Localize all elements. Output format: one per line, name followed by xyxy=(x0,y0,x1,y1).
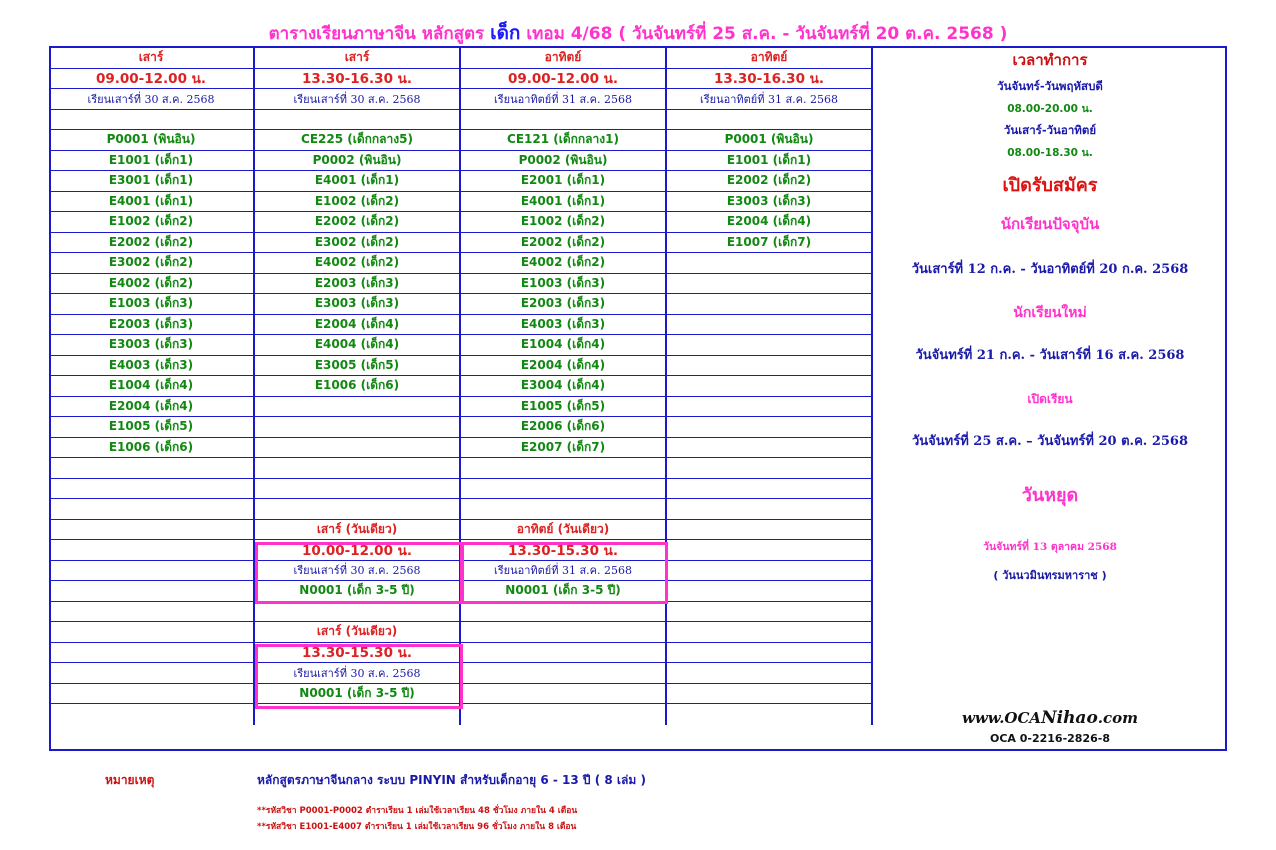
title-kid: เด็ก xyxy=(490,22,521,44)
blank-cell xyxy=(49,479,255,499)
holiday-date: วันจันทร์ที่ 13 ตุลาคม 2568 xyxy=(983,541,1117,553)
course-row xyxy=(49,151,873,172)
course-cell: E1002 (เด็ก2) xyxy=(49,212,255,232)
new-students-heading: นักเรียนใหม่ xyxy=(1013,305,1087,321)
special2-time: 13.30-15.30 น. xyxy=(461,540,667,560)
special-day-row xyxy=(49,520,873,541)
course-cell xyxy=(255,397,461,417)
course-cell: E1002 (เด็ก2) xyxy=(461,212,667,232)
blank-row xyxy=(49,458,873,479)
course-cell: E4003 (เด็ก3) xyxy=(49,356,255,376)
col1-day: เสาร์ xyxy=(49,48,255,68)
special2-note: เรียนอาทิตย์ที่ 31 ส.ค. 2568 xyxy=(461,561,667,581)
course-cell xyxy=(667,294,873,314)
blank-cell xyxy=(49,643,255,663)
course-cell: E1007 (เด็ก7) xyxy=(667,233,873,253)
special2-day: อาทิตย์ (วันเดียว) xyxy=(461,520,667,540)
col1-time: 09.00-12.00 น. xyxy=(49,69,255,89)
blank-cell xyxy=(461,663,667,683)
course-cell xyxy=(667,315,873,335)
course-cell xyxy=(255,417,461,437)
class-start-heading: เปิดเรียน xyxy=(1027,392,1073,406)
title-part2: เทอม 4/68 ( วันจันทร์ที่ 25 ส.ค. - วันจันทร์ที่ 20 ต.ค. 2568 ) xyxy=(526,24,1008,44)
course-cell xyxy=(667,376,873,396)
course-cell: E1002 (เด็ก2) xyxy=(255,192,461,212)
course-row xyxy=(49,315,873,336)
website-pre: www.OCA xyxy=(961,709,1042,727)
page-title xyxy=(0,18,1276,48)
blank-cell xyxy=(461,458,667,478)
holiday-heading: วันหยุด xyxy=(1021,485,1079,506)
course-cell: P0001 (พินอิน) xyxy=(667,130,873,150)
special2-highlight xyxy=(461,542,668,604)
website-post: .com xyxy=(1097,709,1139,727)
blank-cell xyxy=(461,704,667,725)
course-row xyxy=(49,274,873,295)
weekday-label: วันจันทร์-วันพฤหัสบดี xyxy=(997,79,1103,93)
blank-cell xyxy=(255,110,461,130)
footer-note-2: **รหัสวิชา E1001-E4007 ตำราเรียน 1 เล่มใช้เวลาเรียน 96 ชั่วโมง ภายใน 8 เดือน xyxy=(257,822,577,832)
course-cell: E2002 (เด็ก2) xyxy=(49,233,255,253)
blank-cell xyxy=(461,684,667,704)
course-row xyxy=(49,417,873,438)
blank-cell xyxy=(49,622,255,642)
course-cell: E4002 (เด็ก2) xyxy=(49,274,255,294)
special1-note: เรียนเสาร์ที่ 30 ส.ค. 2568 xyxy=(255,561,461,581)
blank-cell xyxy=(667,643,873,663)
course-cell: E2002 (เด็ก2) xyxy=(667,171,873,191)
special1-highlight xyxy=(255,542,463,604)
blank-cell xyxy=(49,561,255,581)
header-time-row xyxy=(49,69,873,90)
col1-note: เรียนเสาร์ที่ 30 ส.ค. 2568 xyxy=(49,89,255,109)
course-cell: E1001 (เด็ก1) xyxy=(667,151,873,171)
blank-cell xyxy=(49,540,255,560)
holiday-name: ( วันนวมินทรมหาราช ) xyxy=(993,569,1107,582)
course-cell xyxy=(667,397,873,417)
course-cell: E2003 (เด็ก3) xyxy=(461,294,667,314)
footer-note-1: **รหัสวิชา P0001-P0002 ตำราเรียน 1 เล่มใช้เวลาเรียน 48 ชั่วโมง ภายใน 4 เดือน xyxy=(257,806,578,816)
course-cell: E4001 (เด็ก1) xyxy=(49,192,255,212)
course-cell: E3001 (เด็ก1) xyxy=(49,171,255,191)
course-cell: E1004 (เด็ก4) xyxy=(49,376,255,396)
course-row xyxy=(49,356,873,377)
blank-cell xyxy=(255,499,461,519)
course-cell: E3002 (เด็ก2) xyxy=(255,233,461,253)
footer-label: หมายเหตุ xyxy=(105,773,155,787)
course-cell: P0002 (พินอิน) xyxy=(461,151,667,171)
blank-cell xyxy=(667,540,873,560)
col2-day: เสาร์ xyxy=(255,48,461,68)
col4-day: อาทิตย์ xyxy=(667,48,873,68)
footer-main-note: หลักสูตรภาษาจีนกลาง ระบบ PINYIN สำหรับเด็กอายุ 6 - 13 ปี ( 8 เล่ม ) xyxy=(257,773,646,787)
blank-cell xyxy=(667,499,873,519)
col2-note: เรียนเสาร์ที่ 30 ส.ค. 2568 xyxy=(255,89,461,109)
course-cell xyxy=(667,335,873,355)
course-cell: E3005 (เด็ก5) xyxy=(255,356,461,376)
course-cell: E3003 (เด็ก3) xyxy=(49,335,255,355)
course-cell: P0002 (พินอิน) xyxy=(255,151,461,171)
blank-cell xyxy=(667,622,873,642)
special1-time: 10.00-12.00 น. xyxy=(255,540,461,560)
blank-cell xyxy=(667,479,873,499)
course-cell xyxy=(667,253,873,273)
course-cell: E4002 (เด็ก2) xyxy=(461,253,667,273)
course-cell: E1005 (เด็ก5) xyxy=(461,397,667,417)
col4-note: เรียนอาทิตย์ที่ 31 ส.ค. 2568 xyxy=(667,89,873,109)
blank-cell xyxy=(461,499,667,519)
course-row xyxy=(49,253,873,274)
blank-cell xyxy=(667,663,873,683)
blank-cell xyxy=(667,110,873,130)
course-cell: E3004 (เด็ก4) xyxy=(461,376,667,396)
course-cell: E1006 (เด็ก6) xyxy=(255,376,461,396)
blank-cell xyxy=(461,479,667,499)
course-cell: E2003 (เด็ก3) xyxy=(49,315,255,335)
blank-row xyxy=(49,479,873,500)
course-cell: E2002 (เด็ก2) xyxy=(255,212,461,232)
course-cell: P0001 (พินอิน) xyxy=(49,130,255,150)
blank-cell xyxy=(49,110,255,130)
course-cell: E2006 (เด็ก6) xyxy=(461,417,667,437)
blank-row xyxy=(49,602,873,623)
course-cell: E4001 (เด็ก1) xyxy=(461,192,667,212)
blank-cell xyxy=(49,581,255,601)
course-cell: E2004 (เด็ก4) xyxy=(255,315,461,335)
weekend-label: วันเสาร์-วันอาทิตย์ xyxy=(1003,123,1097,137)
blank-cell xyxy=(49,704,255,725)
blank-cell xyxy=(461,622,667,642)
course-cell: E1001 (เด็ก1) xyxy=(49,151,255,171)
blank-cell xyxy=(667,704,873,725)
course-cell: E3003 (เด็ก3) xyxy=(667,192,873,212)
col3-day: อาทิตย์ xyxy=(461,48,667,68)
special3-note: เรียนเสาร์ที่ 30 ส.ค. 2568 xyxy=(255,663,461,683)
schedule-grid xyxy=(49,48,873,725)
course-cell xyxy=(667,417,873,437)
special3-day: เสาร์ (วันเดียว) xyxy=(255,622,461,642)
col3-time: 09.00-12.00 น. xyxy=(461,69,667,89)
course-cell: E2004 (เด็ก4) xyxy=(667,212,873,232)
phone-number: OCA 0-2216-2826-8 xyxy=(989,732,1110,745)
blank-cell xyxy=(49,499,255,519)
course-row xyxy=(49,130,873,151)
blank-cell xyxy=(667,520,873,540)
course-cell xyxy=(255,438,461,458)
course-cell: E2004 (เด็ก4) xyxy=(461,356,667,376)
course-cell xyxy=(667,438,873,458)
course-cell: E4001 (เด็ก1) xyxy=(255,171,461,191)
course-row xyxy=(49,212,873,233)
info-panel xyxy=(873,48,1227,749)
col3-note: เรียนอาทิตย์ที่ 31 ส.ค. 2568 xyxy=(461,89,667,109)
course-cell: CE225 (เด็กกลาง5) xyxy=(255,130,461,150)
course-row xyxy=(49,294,873,315)
course-cell: E2003 (เด็ก3) xyxy=(255,274,461,294)
blank-row xyxy=(49,110,873,131)
blank-cell xyxy=(255,479,461,499)
blank-cell xyxy=(49,602,255,622)
weekday-time: 08.00-20.00 น. xyxy=(1007,103,1093,115)
blank-cell xyxy=(49,458,255,478)
blank-cell xyxy=(255,458,461,478)
course-row xyxy=(49,233,873,254)
course-cell: E2002 (เด็ก2) xyxy=(461,233,667,253)
special1-day: เสาร์ (วันเดียว) xyxy=(255,520,461,540)
course-cell: E1003 (เด็ก3) xyxy=(461,274,667,294)
blank-cell xyxy=(461,110,667,130)
course-cell: E4004 (เด็ก4) xyxy=(255,335,461,355)
current-students-heading: นักเรียนปัจจุบัน xyxy=(1000,215,1100,233)
blank-cell xyxy=(667,581,873,601)
course-row xyxy=(49,171,873,192)
course-cell: E3002 (เด็ก2) xyxy=(49,253,255,273)
course-cell: E1004 (เด็ก4) xyxy=(461,335,667,355)
current-students-dates: วันเสาร์ที่ 12 ก.ค. - วันอาทิตย์ที่ 20 ก.ค. 2568 xyxy=(911,262,1189,277)
header-note-row xyxy=(49,89,873,110)
blank-cell xyxy=(49,520,255,540)
website-script: Nihao xyxy=(1041,708,1098,728)
course-cell: E4002 (เด็ก2) xyxy=(255,253,461,273)
special2-course: N0001 (เด็ก 3-5 ปี) xyxy=(461,581,667,601)
blank-cell xyxy=(255,602,461,622)
website xyxy=(873,708,1227,728)
class-start-dates: วันจันทร์ที่ 25 ส.ค. – วันจันทร์ที่ 20 ต.ค. 2568 xyxy=(911,434,1189,449)
course-cell: E2001 (เด็ก1) xyxy=(461,171,667,191)
course-cell: E1003 (เด็ก3) xyxy=(49,294,255,314)
new-students-dates: วันจันทร์ที่ 21 ก.ค. - วันเสาร์ที่ 16 ส.ค. 2568 xyxy=(915,348,1185,363)
blank-row xyxy=(49,499,873,520)
blank-cell xyxy=(667,602,873,622)
blank-cell xyxy=(461,643,667,663)
course-row xyxy=(49,438,873,459)
open-enroll-heading: เปิดรับสมัคร xyxy=(1002,175,1098,196)
blank-cell xyxy=(667,561,873,581)
course-cell: E3003 (เด็ก3) xyxy=(255,294,461,314)
course-cell: E2004 (เด็ก4) xyxy=(49,397,255,417)
course-row xyxy=(49,192,873,213)
course-cell: E2007 (เด็ก7) xyxy=(461,438,667,458)
blank-cell xyxy=(49,663,255,683)
course-cell xyxy=(667,356,873,376)
blank-cell xyxy=(667,458,873,478)
course-cell: E1005 (เด็ก5) xyxy=(49,417,255,437)
special1-course: N0001 (เด็ก 3-5 ปี) xyxy=(255,581,461,601)
special3-course: N0001 (เด็ก 3-5 ปี) xyxy=(255,684,461,704)
course-row xyxy=(49,397,873,418)
blank-cell xyxy=(49,684,255,704)
course-cell xyxy=(667,274,873,294)
blank-cell xyxy=(461,602,667,622)
special3-highlight xyxy=(255,644,463,709)
col2-time: 13.30-16.30 น. xyxy=(255,69,461,89)
course-row xyxy=(49,376,873,397)
title-part1: ตารางเรียนภาษาจีน หลักสูตร xyxy=(268,24,485,44)
blank-cell xyxy=(667,684,873,704)
course-row xyxy=(49,335,873,356)
course-cell: E1006 (เด็ก6) xyxy=(49,438,255,458)
header-day-row xyxy=(49,48,873,69)
course-cell: CE121 (เด็กกลาง1) xyxy=(461,130,667,150)
col4-time: 13.30-16.30 น. xyxy=(667,69,873,89)
special-day-row xyxy=(49,622,873,643)
special3-time: 13.30-15.30 น. xyxy=(255,643,461,663)
office-hours-heading: เวลาทำการ xyxy=(1012,51,1088,69)
weekend-time: 08.00-18.30 น. xyxy=(1007,147,1093,159)
course-cell: E4003 (เด็ก3) xyxy=(461,315,667,335)
